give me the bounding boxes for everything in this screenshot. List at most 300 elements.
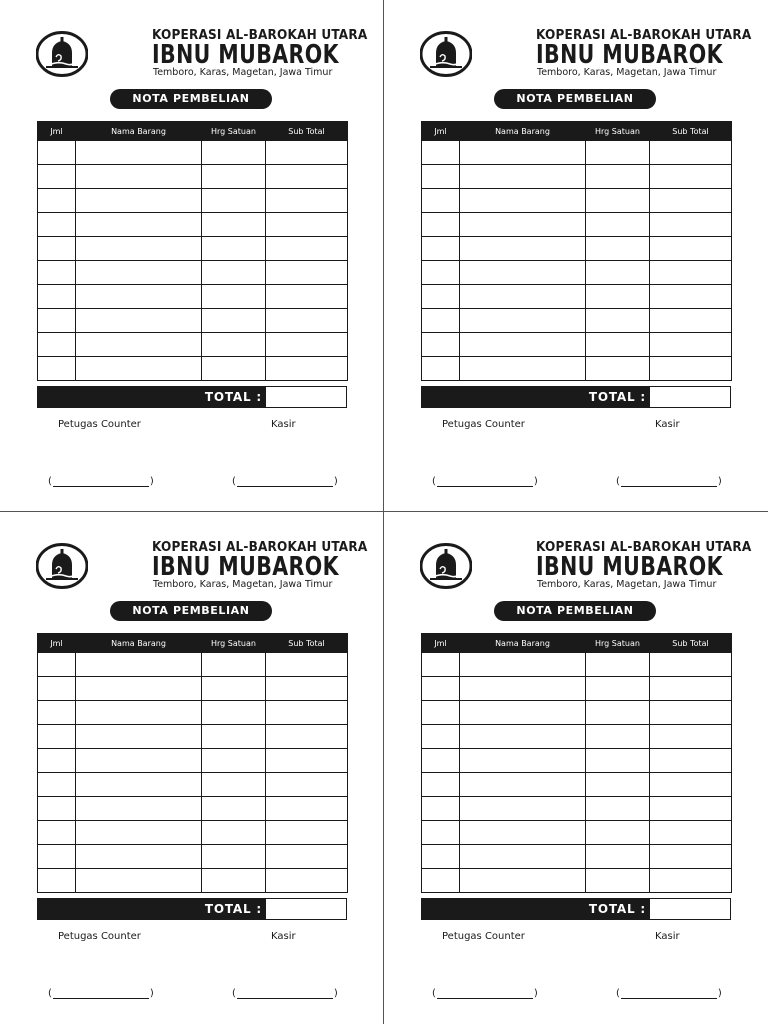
cell-jml[interactable] (422, 725, 460, 749)
table-header-row (422, 634, 732, 653)
cell-sub-total[interactable] (266, 285, 348, 309)
cell-nama-barang[interactable] (76, 653, 202, 677)
org-name-top: KOPERASI AL-BAROKAH UTARA (152, 540, 368, 555)
cell-hrg-satuan[interactable] (586, 773, 650, 797)
cell-jml[interactable] (422, 773, 460, 797)
cell-nama-barang[interactable] (460, 749, 586, 773)
cell-jml[interactable] (422, 285, 460, 309)
cell-sub-total[interactable] (650, 189, 732, 213)
cell-nama-barang[interactable] (460, 261, 586, 285)
mosque-logo-icon (36, 31, 88, 77)
cell-sub-total[interactable] (266, 845, 348, 869)
table-row (38, 821, 348, 845)
cell-nama-barang[interactable] (76, 773, 202, 797)
signatory-right-label: Kasir (655, 419, 680, 430)
col-header-hrg-satuan: Hrg Satuan (202, 122, 266, 141)
signature-underline (237, 988, 333, 999)
cell-nama-barang[interactable] (460, 213, 586, 237)
cell-sub-total[interactable] (650, 213, 732, 237)
signature-close-paren: ) (533, 476, 538, 487)
cell-jml[interactable] (422, 869, 460, 893)
cell-jml[interactable] (38, 333, 76, 357)
table-row (422, 701, 732, 725)
cell-nama-barang[interactable] (76, 213, 202, 237)
receipt-form-2 (384, 0, 767, 511)
cell-nama-barang[interactable] (76, 797, 202, 821)
cell-jml[interactable] (422, 749, 460, 773)
table-header-row (422, 122, 732, 141)
cell-nama-barang[interactable] (76, 821, 202, 845)
total-row (37, 386, 347, 408)
mosque-logo-icon (420, 31, 472, 77)
table-row (422, 677, 732, 701)
cell-sub-total[interactable] (650, 333, 732, 357)
cell-hrg-satuan[interactable] (202, 701, 266, 725)
cell-nama-barang[interactable] (460, 797, 586, 821)
cell-nama-barang[interactable] (460, 237, 586, 261)
org-name-main: IBNU MUBAROK (536, 552, 723, 582)
signature-underline (437, 988, 533, 999)
cell-jml[interactable] (422, 701, 460, 725)
col-header-hrg-satuan: Hrg Satuan (202, 634, 266, 653)
cell-hrg-satuan[interactable] (586, 285, 650, 309)
cell-jml[interactable] (422, 653, 460, 677)
col-header-jml: Jml (38, 634, 76, 653)
cell-jml[interactable] (38, 701, 76, 725)
cell-hrg-satuan[interactable] (202, 141, 266, 165)
cell-jml[interactable] (38, 773, 76, 797)
table-row (422, 357, 732, 381)
cell-nama-barang[interactable] (460, 677, 586, 701)
form-title-badge: NOTA PEMBELIAN (110, 89, 272, 109)
form-title-badge: NOTA PEMBELIAN (494, 89, 656, 109)
org-name-top: KOPERASI AL-BAROKAH UTARA (152, 28, 368, 43)
table-row (422, 213, 732, 237)
cell-sub-total[interactable] (650, 309, 732, 333)
cell-nama-barang[interactable] (76, 869, 202, 893)
cell-jml[interactable] (38, 677, 76, 701)
cell-jml[interactable] (422, 357, 460, 381)
col-header-nama-barang: Nama Barang (76, 634, 202, 653)
cell-sub-total[interactable] (266, 725, 348, 749)
cell-hrg-satuan[interactable] (202, 309, 266, 333)
cell-jml[interactable] (422, 845, 460, 869)
signature-line-right[interactable] (616, 476, 722, 487)
cell-jml[interactable] (422, 309, 460, 333)
table-row (422, 189, 732, 213)
table-row (38, 797, 348, 821)
table-row (422, 333, 732, 357)
cell-hrg-satuan[interactable] (202, 333, 266, 357)
table-header-row (38, 122, 348, 141)
table-row (38, 141, 348, 165)
table-row (422, 845, 732, 869)
cell-sub-total[interactable] (650, 845, 732, 869)
col-header-sub-total: Sub Total (266, 634, 348, 653)
cell-sub-total[interactable] (650, 725, 732, 749)
signature-open-paren: ( (48, 988, 52, 999)
org-name-top: KOPERASI AL-BAROKAH UTARA (536, 28, 752, 43)
cell-hrg-satuan[interactable] (202, 869, 266, 893)
cell-hrg-satuan[interactable] (586, 797, 650, 821)
signature-underline (53, 988, 149, 999)
cell-hrg-satuan[interactable] (586, 141, 650, 165)
cell-hrg-satuan[interactable] (586, 165, 650, 189)
table-row (38, 309, 348, 333)
signature-close-paren: ) (717, 988, 722, 999)
table-header-row (38, 634, 348, 653)
col-header-nama-barang: Nama Barang (460, 634, 586, 653)
cell-sub-total[interactable] (266, 189, 348, 213)
cell-sub-total[interactable] (266, 653, 348, 677)
cell-nama-barang[interactable] (460, 845, 586, 869)
cell-nama-barang[interactable] (76, 677, 202, 701)
cell-hrg-satuan[interactable] (202, 165, 266, 189)
cell-sub-total[interactable] (266, 773, 348, 797)
cell-nama-barang[interactable] (460, 701, 586, 725)
table-row (422, 261, 732, 285)
cell-sub-total[interactable] (650, 701, 732, 725)
items-table (37, 633, 348, 893)
cell-nama-barang[interactable] (460, 821, 586, 845)
cell-sub-total[interactable] (266, 869, 348, 893)
total-row (37, 898, 347, 920)
cell-hrg-satuan[interactable] (586, 725, 650, 749)
signature-underline (53, 476, 149, 487)
col-header-jml: Jml (38, 122, 76, 141)
table-row (422, 797, 732, 821)
col-header-jml: Jml (422, 634, 460, 653)
signatory-left-label: Petugas Counter (442, 419, 525, 430)
org-address: Temboro, Karas, Magetan, Jawa Timur (537, 579, 717, 590)
items-table (421, 633, 732, 893)
cell-nama-barang[interactable] (76, 725, 202, 749)
cell-nama-barang[interactable] (76, 357, 202, 381)
table-row (422, 773, 732, 797)
cell-sub-total[interactable] (266, 797, 348, 821)
cell-hrg-satuan[interactable] (202, 677, 266, 701)
total-row (421, 898, 731, 920)
cell-nama-barang[interactable] (460, 333, 586, 357)
cell-sub-total[interactable] (650, 285, 732, 309)
signature-open-paren: ( (432, 988, 436, 999)
cell-sub-total[interactable] (266, 357, 348, 381)
cell-hrg-satuan[interactable] (202, 189, 266, 213)
cell-jml[interactable] (422, 821, 460, 845)
cell-nama-barang[interactable] (460, 285, 586, 309)
col-header-nama-barang: Nama Barang (76, 122, 202, 141)
cell-jml[interactable] (38, 357, 76, 381)
cell-jml[interactable] (422, 261, 460, 285)
cell-nama-barang[interactable] (460, 725, 586, 749)
cell-hrg-satuan[interactable] (586, 749, 650, 773)
cell-nama-barang[interactable] (460, 653, 586, 677)
cell-nama-barang[interactable] (460, 189, 586, 213)
signature-underline (621, 988, 717, 999)
org-name-main: IBNU MUBAROK (152, 40, 339, 70)
signature-open-paren: ( (432, 476, 436, 487)
org-name-top: KOPERASI AL-BAROKAH UTARA (536, 540, 752, 555)
cell-sub-total[interactable] (266, 749, 348, 773)
cell-hrg-satuan[interactable] (586, 189, 650, 213)
table-row (38, 333, 348, 357)
signature-open-paren: ( (232, 476, 236, 487)
cell-sub-total[interactable] (266, 333, 348, 357)
cell-sub-total[interactable] (266, 309, 348, 333)
signatory-right-label: Kasir (655, 931, 680, 942)
cell-sub-total[interactable] (266, 701, 348, 725)
signatory-right-label: Kasir (271, 931, 296, 942)
cell-sub-total[interactable] (650, 237, 732, 261)
cell-sub-total[interactable] (650, 141, 732, 165)
table-row (38, 213, 348, 237)
cell-hrg-satuan[interactable] (202, 285, 266, 309)
cell-hrg-satuan[interactable] (586, 237, 650, 261)
table-row (38, 869, 348, 893)
cell-sub-total[interactable] (650, 821, 732, 845)
signature-line-right[interactable] (616, 988, 722, 999)
cell-hrg-satuan[interactable] (586, 869, 650, 893)
items-table (421, 121, 732, 381)
signatory-left-label: Petugas Counter (442, 931, 525, 942)
signatory-left-label: Petugas Counter (58, 419, 141, 430)
cell-nama-barang[interactable] (460, 165, 586, 189)
cell-hrg-satuan[interactable] (586, 357, 650, 381)
cell-sub-total[interactable] (266, 165, 348, 189)
signature-close-paren: ) (333, 988, 338, 999)
mosque-logo-icon (420, 543, 472, 589)
cell-sub-total[interactable] (266, 261, 348, 285)
cell-sub-total[interactable] (266, 237, 348, 261)
cell-hrg-satuan[interactable] (586, 677, 650, 701)
signature-close-paren: ) (149, 476, 154, 487)
total-field[interactable] (649, 386, 731, 408)
cell-nama-barang[interactable] (76, 189, 202, 213)
table-row (38, 189, 348, 213)
signature-line-left[interactable] (432, 988, 538, 999)
col-header-jml: Jml (422, 122, 460, 141)
cell-jml[interactable] (422, 189, 460, 213)
org-address: Temboro, Karas, Magetan, Jawa Timur (537, 67, 717, 78)
total-field[interactable] (265, 386, 347, 408)
cell-jml[interactable] (38, 141, 76, 165)
table-row (38, 165, 348, 189)
signature-line-left[interactable] (48, 988, 154, 999)
col-header-sub-total: Sub Total (650, 634, 732, 653)
cell-hrg-satuan[interactable] (586, 821, 650, 845)
cell-sub-total[interactable] (650, 869, 732, 893)
cell-nama-barang[interactable] (76, 845, 202, 869)
cell-hrg-satuan[interactable] (586, 653, 650, 677)
table-row (38, 725, 348, 749)
col-header-nama-barang: Nama Barang (460, 122, 586, 141)
cell-jml[interactable] (422, 213, 460, 237)
table-row (38, 773, 348, 797)
cell-sub-total[interactable] (266, 213, 348, 237)
table-row (38, 701, 348, 725)
mosque-logo-icon (36, 543, 88, 589)
total-field[interactable] (265, 898, 347, 920)
signature-line-right[interactable] (232, 988, 338, 999)
signatory-right-label: Kasir (271, 419, 296, 430)
table-row (422, 237, 732, 261)
signature-underline (237, 476, 333, 487)
signature-close-paren: ) (533, 988, 538, 999)
table-row (422, 285, 732, 309)
cell-hrg-satuan[interactable] (202, 773, 266, 797)
receipt-form-3 (0, 512, 383, 1023)
cell-jml[interactable] (422, 797, 460, 821)
cell-hrg-satuan[interactable] (202, 821, 266, 845)
items-table (37, 121, 348, 381)
cell-jml[interactable] (422, 237, 460, 261)
signatory-left-label: Petugas Counter (58, 931, 141, 942)
total-label: TOTAL : (421, 898, 649, 920)
cell-hrg-satuan[interactable] (202, 357, 266, 381)
cell-jml[interactable] (38, 869, 76, 893)
cell-nama-barang[interactable] (460, 357, 586, 381)
table-row (422, 309, 732, 333)
cell-jml[interactable] (38, 189, 76, 213)
table-row (422, 725, 732, 749)
cell-hrg-satuan[interactable] (586, 309, 650, 333)
col-header-sub-total: Sub Total (650, 122, 732, 141)
cell-jml[interactable] (422, 333, 460, 357)
cell-hrg-satuan[interactable] (202, 261, 266, 285)
cell-hrg-satuan[interactable] (202, 213, 266, 237)
cell-nama-barang[interactable] (76, 141, 202, 165)
cell-nama-barang[interactable] (76, 701, 202, 725)
form-title-badge: NOTA PEMBELIAN (494, 601, 656, 621)
cell-jml[interactable] (38, 821, 76, 845)
cell-sub-total[interactable] (650, 797, 732, 821)
cell-nama-barang[interactable] (460, 141, 586, 165)
cell-nama-barang[interactable] (460, 773, 586, 797)
table-row (422, 165, 732, 189)
cell-sub-total[interactable] (650, 357, 732, 381)
signature-line-left[interactable] (48, 476, 154, 487)
cell-nama-barang[interactable] (76, 309, 202, 333)
receipt-form-1 (0, 0, 383, 511)
cell-jml[interactable] (38, 261, 76, 285)
table-row (38, 237, 348, 261)
receipt-form-4 (384, 512, 767, 1023)
cell-nama-barang[interactable] (460, 869, 586, 893)
signature-close-paren: ) (333, 476, 338, 487)
total-label: TOTAL : (421, 386, 649, 408)
table-row (38, 357, 348, 381)
cell-jml[interactable] (422, 141, 460, 165)
total-label: TOTAL : (37, 386, 265, 408)
cell-jml[interactable] (38, 725, 76, 749)
cell-nama-barang[interactable] (76, 285, 202, 309)
cell-jml[interactable] (38, 165, 76, 189)
signature-close-paren: ) (149, 988, 154, 999)
cell-nama-barang[interactable] (76, 165, 202, 189)
cell-hrg-satuan[interactable] (202, 237, 266, 261)
cell-jml[interactable] (38, 749, 76, 773)
cell-jml[interactable] (38, 309, 76, 333)
cell-jml[interactable] (38, 285, 76, 309)
table-row (38, 653, 348, 677)
signature-open-paren: ( (616, 988, 620, 999)
table-row (422, 821, 732, 845)
signature-line-right[interactable] (232, 476, 338, 487)
cell-nama-barang[interactable] (76, 237, 202, 261)
cell-hrg-satuan[interactable] (202, 845, 266, 869)
cell-hrg-satuan[interactable] (202, 749, 266, 773)
cell-jml[interactable] (38, 845, 76, 869)
signature-underline (437, 476, 533, 487)
form-title-badge: NOTA PEMBELIAN (110, 601, 272, 621)
signature-open-paren: ( (232, 988, 236, 999)
cell-sub-total[interactable] (266, 821, 348, 845)
total-row (421, 386, 731, 408)
cell-sub-total[interactable] (650, 677, 732, 701)
table-row (422, 141, 732, 165)
table-row (38, 749, 348, 773)
signature-underline (621, 476, 717, 487)
table-row (38, 261, 348, 285)
cell-hrg-satuan[interactable] (202, 797, 266, 821)
cell-nama-barang[interactable] (460, 309, 586, 333)
cell-jml[interactable] (38, 237, 76, 261)
total-field[interactable] (649, 898, 731, 920)
cell-hrg-satuan[interactable] (586, 261, 650, 285)
cell-hrg-satuan[interactable] (586, 333, 650, 357)
cell-sub-total[interactable] (266, 141, 348, 165)
cell-sub-total[interactable] (266, 677, 348, 701)
col-header-sub-total: Sub Total (266, 122, 348, 141)
org-name-main: IBNU MUBAROK (152, 552, 339, 582)
cell-hrg-satuan[interactable] (586, 845, 650, 869)
cell-sub-total[interactable] (650, 165, 732, 189)
signature-open-paren: ( (616, 476, 620, 487)
table-row (38, 677, 348, 701)
cell-jml[interactable] (38, 653, 76, 677)
cell-hrg-satuan[interactable] (586, 213, 650, 237)
cell-nama-barang[interactable] (76, 261, 202, 285)
table-row (38, 845, 348, 869)
cell-nama-barang[interactable] (76, 333, 202, 357)
cell-jml[interactable] (38, 213, 76, 237)
cell-nama-barang[interactable] (76, 749, 202, 773)
table-row (422, 653, 732, 677)
signature-open-paren: ( (48, 476, 52, 487)
cell-hrg-satuan[interactable] (586, 701, 650, 725)
table-row (38, 285, 348, 309)
cell-jml[interactable] (422, 165, 460, 189)
total-label: TOTAL : (37, 898, 265, 920)
cell-sub-total[interactable] (650, 749, 732, 773)
col-header-hrg-satuan: Hrg Satuan (586, 634, 650, 653)
table-row (422, 749, 732, 773)
org-address: Temboro, Karas, Magetan, Jawa Timur (153, 67, 333, 78)
cell-hrg-satuan[interactable] (202, 653, 266, 677)
signature-line-left[interactable] (432, 476, 538, 487)
org-name-main: IBNU MUBAROK (536, 40, 723, 70)
table-row (422, 869, 732, 893)
cell-sub-total[interactable] (650, 773, 732, 797)
org-address: Temboro, Karas, Magetan, Jawa Timur (153, 579, 333, 590)
cell-sub-total[interactable] (650, 653, 732, 677)
cell-jml[interactable] (422, 677, 460, 701)
signature-close-paren: ) (717, 476, 722, 487)
cell-sub-total[interactable] (650, 261, 732, 285)
cell-hrg-satuan[interactable] (202, 725, 266, 749)
cell-jml[interactable] (38, 797, 76, 821)
col-header-hrg-satuan: Hrg Satuan (586, 122, 650, 141)
